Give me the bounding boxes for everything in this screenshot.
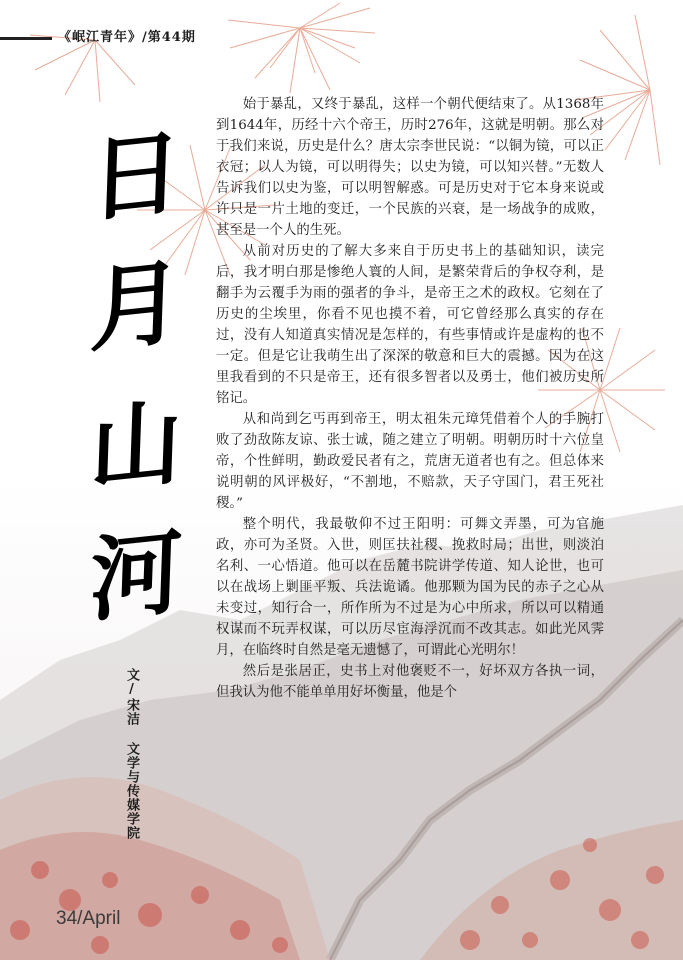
paragraph: 始于暴乱，又终于暴乱，这样一个朝代便结束了。从1368年到1644年，历经十六个帝王，历时276年，这就是明朝。那么对于我们来说，历史是什么？唐太宗李世民说：“以铜为镜，可以正衣冠；以人为镜，可以明得失；以史为镜，可以知兴替。”无数人告诉我们以史为鉴，可以明智解惑。可是历史对于它本身来说或许只是一片土地的变迁，一个民族的兴衰，是一场战争的成败，甚至是一个人的生死。 [216,97,604,238]
paragraph: 整个明代，我最敬仰不过王阳明：可舞文弄墨，可为官施政，亦可为圣贤。入世，则匡扶社稷、挽救时局；出世，则淡泊名利、一心悟道。他可以在岳麓书院讲学传道、知人论世，也可以在战场上剿匪平叛、兵法诡谲。他那颗为国为民的赤子之心从未变过，知行合一，所作所为不过是为心中所求，所以可以精通权谋而不玩弄权谋，可以历尽宦海浮沉而不改其志。如此光风霁月，在临终时自然是毫无遗憾了，可谓此心光明尔！ [216,517,604,658]
title-char-4: 河 [88,516,184,636]
magazine-header: 《岷江青年》/第44期 [58,30,196,45]
title-char-3: 山 [88,386,184,506]
author-byline: 文/宋洁 文学与传媒学院 [124,668,139,840]
paragraph: 从前对历史的了解大多来自于历史书上的基础知识，读完后，我才明白那是惨绝人寰的人间，是繁荣背后的争权夺利，是翻手为云覆手为雨的强者的争斗，是帝王之术的政权。它刻在了历史的尘埃里，你看不见也摸不着，可它曾经那么真实的存在过，没有人知道真实情况是怎样的，有些事情或许是虚构的也不一定。但是它让我萌生出了深深的敬意和巨大的震撼。因为在这里我看到的不只是帝王，还有很多智者以及勇士，他们被历史所铭记。 [216,244,604,406]
title-char-1: 日 [88,116,184,236]
paragraph: 从和尚到乞丐再到帝王，明太祖朱元璋凭借着个人的手腕打败了劲敌陈友谅、张士诚，随之建立了明朝。明朝历时十六位皇帝，个性鲜明，勤政爱民者有之，荒唐无道者也有之。但总体来说明朝的风评极好，“不割地，不赔款，天子守国门，君王死社稷。” [216,412,604,511]
title-char-2: 月 [88,246,184,366]
page-number: 34/April [56,908,121,929]
article-body [216,94,604,703]
header-rule [0,37,52,40]
paragraph: 然后是张居正，史书上对他褒贬不一，好坏双方各执一词，但我认为他不能单单用好坏衡量，他是个 [216,664,604,700]
